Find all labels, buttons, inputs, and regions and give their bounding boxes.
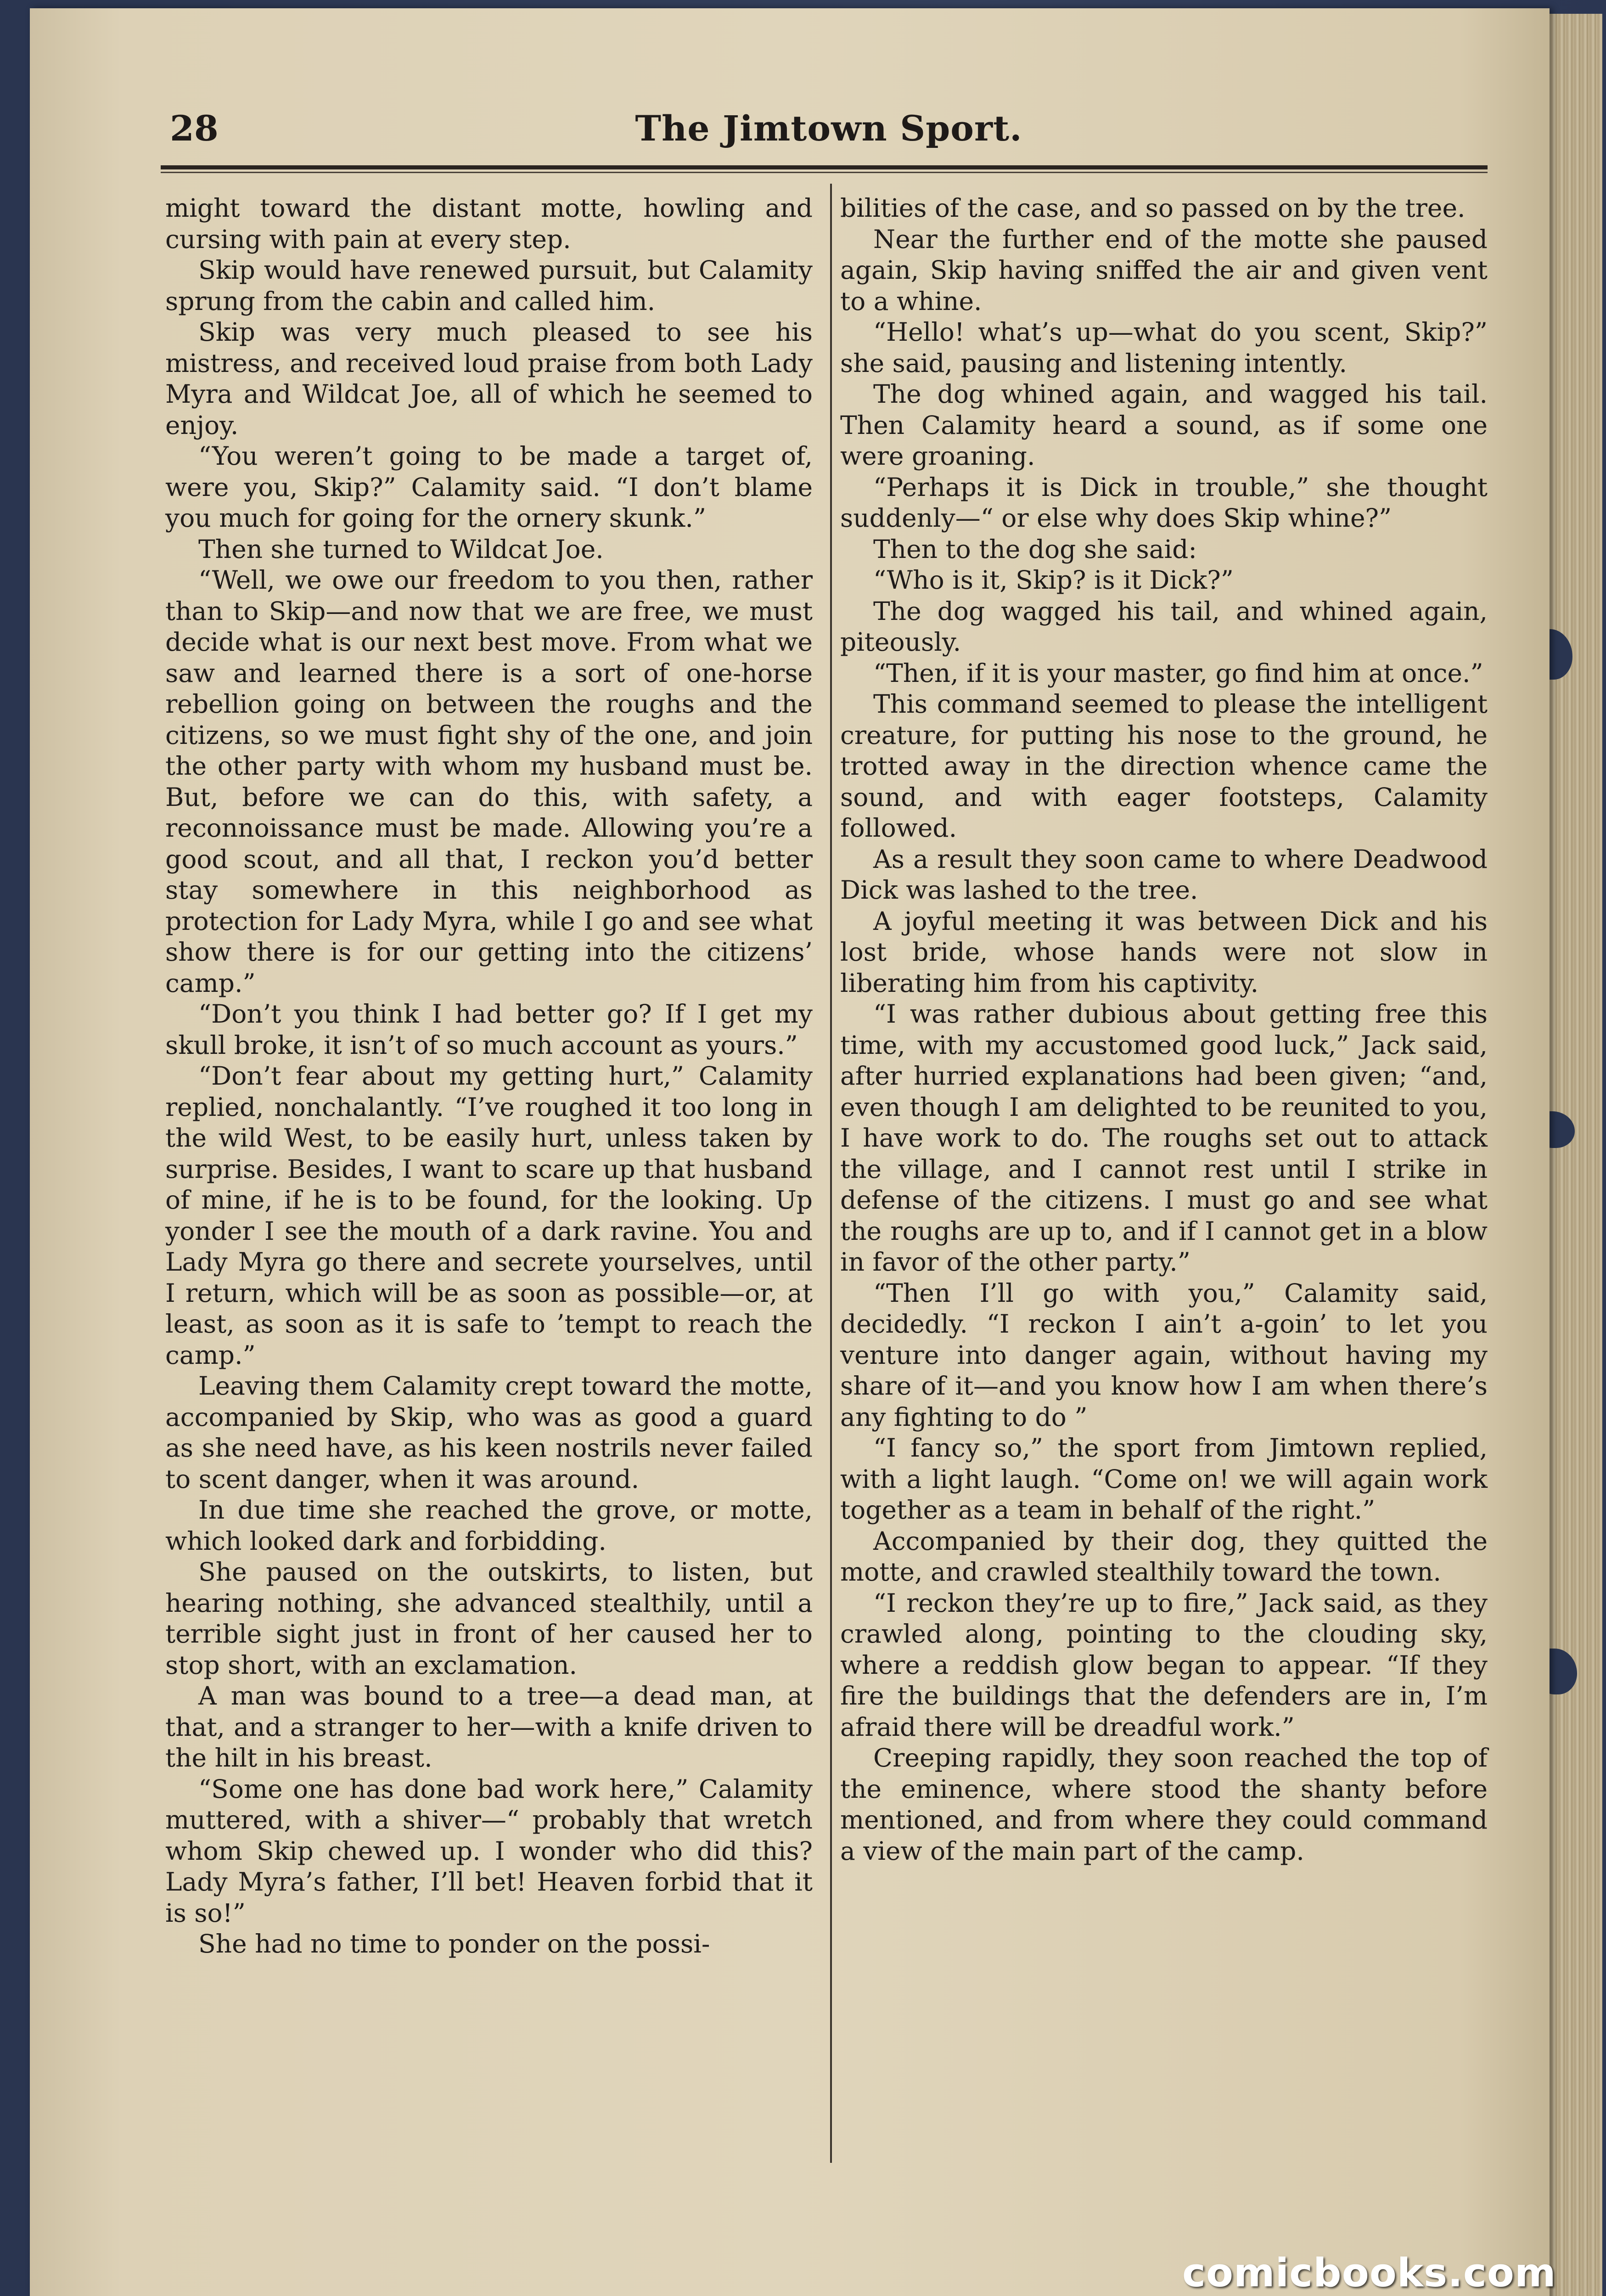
paragraph: She paused on the outskirts, to listen, but hearing nothing, she advanced stealthily, until a terrible sight just in front of her caused her to stop short, with an exclamation. — [165, 1557, 813, 1680]
paragraph: “Perhaps it is Dick in trouble,” she thought suddenly—“ or else why does Skip whine?” — [840, 472, 1488, 533]
paragraph: She had no time to ponder on the possi- — [198, 1929, 710, 1958]
text-column-right — [840, 193, 1488, 1867]
paragraph: Skip was very much pleased to see his mistress, and received loud praise from both Lady Myra and Wildcat Joe, all of which he seemed to enjoy. — [165, 317, 813, 440]
paragraph: “Who is it, Skip? is it Dick?” — [873, 565, 1234, 595]
paragraph: “Don’t you think I had better go? If I get my skull broke, it isn’t of so much account as yours.” — [165, 999, 813, 1060]
paragraph: “Don’t fear about my getting hurt,” Calamity replied, nonchalantly. “I’ve roughed it too long in the wild West, to be easily hurt, unless taken by surprise. Besides, I want to scare up that husband of mine, if he is to be found, for the looking. Up yonder I see the mouth of a dark ravine. You and Lady Myra go there and secrete yourselves, until I return, which will be as soon as possible—or, at least, as soon as it is safe to ’tempt to reach the camp.” — [165, 1061, 813, 1370]
text-column-left — [165, 193, 813, 1960]
paragraph: A man was bound to a tree—a dead man, at that, and a stranger to her—with a knife driven to the hilt in his breast. — [165, 1681, 813, 1773]
paragraph: “Hello! what’s up—what do you scent, Skip?” she said, pausing and listening intently. — [840, 317, 1488, 378]
header-rule-thin — [161, 172, 1488, 173]
paragraph: “Then I’ll go with you,” Calamity said, decidedly. “I reckon I ain’t a-goin’ to let you venture into danger again, without having my share of it—and you know how I am when there’s any fighting to do ” — [840, 1278, 1488, 1432]
header-rule — [161, 165, 1488, 169]
paragraph: The dog wagged his tail, and whined again, piteously. — [840, 596, 1488, 657]
paragraph: Skip would have renewed pursuit, but Calamity sprung from the cabin and called him. — [165, 255, 813, 316]
paragraph: Leaving them Calamity crept toward the motte, accompanied by Skip, who was as good a guard as she need have, as his keen nostrils never failed to scent danger, when it was around. — [165, 1371, 813, 1494]
paragraph: Then she turned to Wildcat Joe. — [198, 534, 604, 564]
watermark: comicbooks.com — [1182, 2250, 1556, 2296]
paragraph: bilities of the case, and so passed on by the tree. — [840, 193, 1466, 223]
paragraph: A joyful meeting it was between Dick and his lost bride, whose hands were not slow in liberating him from his captivity. — [840, 906, 1488, 998]
paragraph: Accompanied by their dog, they quitted the motte, and crawled stealthily toward the town. — [840, 1526, 1488, 1587]
paragraph: might toward the distant motte, howling and cursing with pain at every step. — [165, 193, 813, 254]
paragraph: This command seemed to please the intelligent creature, for putting his nose to the ground, he trotted away in the direction whence came the sound, and with eager footsteps, Calamity followed. — [840, 689, 1488, 843]
column-rule — [830, 184, 832, 2163]
paragraph: Then to the dog she said: — [873, 534, 1197, 564]
paragraph: Creeping rapidly, they soon reached the top of the eminence, where stood the shanty before mentioned, and from where they could command a view of the main part of the camp. — [840, 1743, 1488, 1866]
paragraph: Near the further end of the motte she paused again, Skip having sniffed the air and given vent to a whine. — [840, 224, 1488, 316]
paragraph: In due time she reached the grove, or motte, which looked dark and forbidding. — [165, 1495, 813, 1556]
paragraph: As a result they soon came to where Deadwood Dick was lashed to the tree. — [840, 844, 1488, 905]
paragraph: “Some one has done bad work here,” Calamity muttered, with a shiver—“ probably that wretch whom Skip chewed up. I wonder who did this? Lady Myra’s father, I’ll bet! Heaven forbid that it is so!” — [165, 1774, 813, 1928]
paragraph: The dog whined again, and wagged his tail. Then Calamity heard a sound, as if some one were groaning. — [840, 379, 1488, 471]
paragraph: “You weren’t going to be made a target of, were you, Skip?” Calamity said. “I don’t blame you much for going for the ornery skunk.” — [165, 441, 813, 533]
running-title: The Jimtown Sport. — [635, 108, 1022, 149]
page-header — [170, 108, 1488, 163]
paragraph: “I reckon they’re up to fire,” Jack said, as they crawled along, pointing to the clouding sky, where a reddish glow began to appear. “If they fire the buildings that the defenders are in, I’m afraid there will be dreadful work.” — [840, 1588, 1488, 1742]
paragraph: “I was rather dubious about getting free this time, with my accustomed good luck,” Jack said, after hurried explanations had been given; “and, even though I am delighted to be reunited to you, I have work to do. The roughs set out to attack the village, and I cannot rest until I strike in defense of the citizens. I must go and see what the roughs are up to, and if I cannot get in a blow in favor of the other party.” — [840, 999, 1488, 1277]
paragraph: “Then, if it is your master, go find him at once.” — [873, 658, 1483, 688]
paragraph: “Well, we owe our freedom to you then, rather than to Skip—and now that we are free, we must decide what is our next best move. From what we saw and learned there is a sort of one-horse rebellion going on between the roughs and the citizens, so we must fight shy of the one, and join the other party with whom my husband must be. But, before we can do this, with safety, a reconnoissance must be made. Allowing you’re a good scout, and all that, I reckon you’d better stay somewhere in this neighborhood as protection for Lady Myra, while I go and see what show there is for our getting into the citizens’ camp.” — [165, 565, 813, 998]
paragraph: “I fancy so,” the sport from Jimtown replied, with a light laugh. “Come on! we will again work together as a team in behalf of the right.” — [840, 1433, 1488, 1525]
page-number: 28 — [170, 108, 219, 149]
